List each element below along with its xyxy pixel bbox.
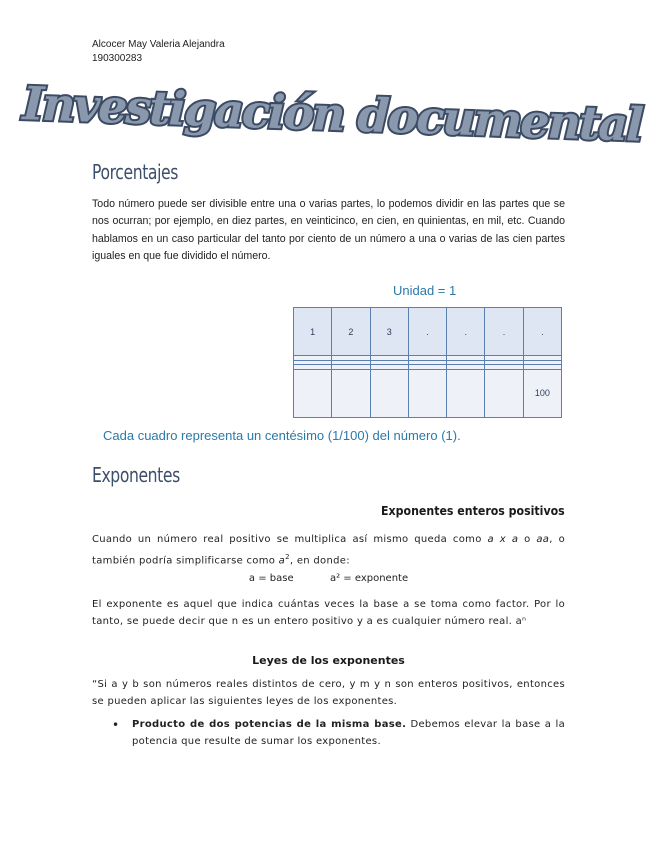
grid-cell <box>332 369 370 417</box>
heading-exponentes: Exponentes <box>92 463 180 487</box>
grid-cell <box>294 369 332 417</box>
title-banner <box>21 76 643 152</box>
grid-cell: . <box>485 308 523 356</box>
bullet-bold-text: Producto de dos potencias de la misma base. <box>132 719 407 730</box>
expr-axa: a x a <box>487 534 519 545</box>
subheading-enteros-positivos: Exponentes enteros positivos <box>381 503 565 518</box>
exponentes-paragraph-2: El exponente es aquel que indica cuántas veces la base a se toma como factor. Por lo tanto, se puede decir que n es un entero positivo y a es cualquier número real. aⁿ <box>92 599 565 627</box>
text-run: o <box>518 534 537 545</box>
author-name: Alcocer May Valeria Alejandra <box>92 39 225 50</box>
bullet-rest-text: Debemos elevar la base a la potencia que resulte de sumar los exponentes. <box>132 719 565 747</box>
grid-cell <box>485 369 523 417</box>
unit-label: Unidad = 1 <box>393 283 457 298</box>
porcentajes-paragraph: Todo número puede ser divisible entre una o varias partes, lo podemos dividir en las partes que se nos ocurran; por ejemplo, en diez partes, en veinticinco, en cien, en quinientas, en mil, etc. Cuando hablamos en un caso particular del tanto por ciento de un número a una o varias de las cien partes iguales en que fue dividido el número. <box>92 198 565 262</box>
author-id: 190300283 <box>92 53 143 64</box>
formula-base: a = base <box>248 573 294 584</box>
grid-cell <box>408 369 446 417</box>
bullet-text <box>132 717 565 750</box>
grid-cell: 3 <box>370 308 408 356</box>
formula-line <box>92 573 565 584</box>
heading-porcentajes: Porcentajes <box>92 160 178 184</box>
expr-aa: aa <box>536 534 550 545</box>
bullet-icon: • <box>112 718 120 732</box>
grid-cell <box>370 369 408 417</box>
text-run: , o también podría simplificarse como <box>92 534 565 566</box>
banner-title-text: Investigación documental <box>21 76 643 152</box>
text-run: , en donde: <box>289 554 350 566</box>
grid-cell <box>447 369 485 417</box>
grid-row <box>294 308 562 356</box>
grid-cell: . <box>408 308 446 356</box>
expr-a: a <box>278 554 286 566</box>
title-banner-graphic <box>21 76 643 152</box>
exponentes-paragraph-3: “Si a y b son números reales distintos de cero, y m y n son enteros positivos, entonces se pueden aplicar las siguientes leyes de los exponentes. <box>92 679 565 707</box>
author-block <box>92 38 225 66</box>
grid-row <box>294 369 562 417</box>
formula-exponent: a² = exponente <box>329 573 409 584</box>
grid-cell-last: 100 <box>523 369 561 417</box>
text-run: Cuando un número real positivo se multiplica así mismo queda como <box>92 534 488 545</box>
percentage-grid <box>293 307 562 418</box>
expr-superscript: 2 <box>285 552 290 561</box>
exponentes-paragraph-1 <box>92 532 565 569</box>
grid-cell: 1 <box>294 308 332 356</box>
grid-cell: . <box>447 308 485 356</box>
grid-caption: Cada cuadro representa un centésimo (1/100) del número (1). <box>103 428 461 443</box>
grid-cell: . <box>523 308 561 356</box>
leyes-heading: Leyes de los exponentes <box>252 654 405 667</box>
grid-cell: 2 <box>332 308 370 356</box>
